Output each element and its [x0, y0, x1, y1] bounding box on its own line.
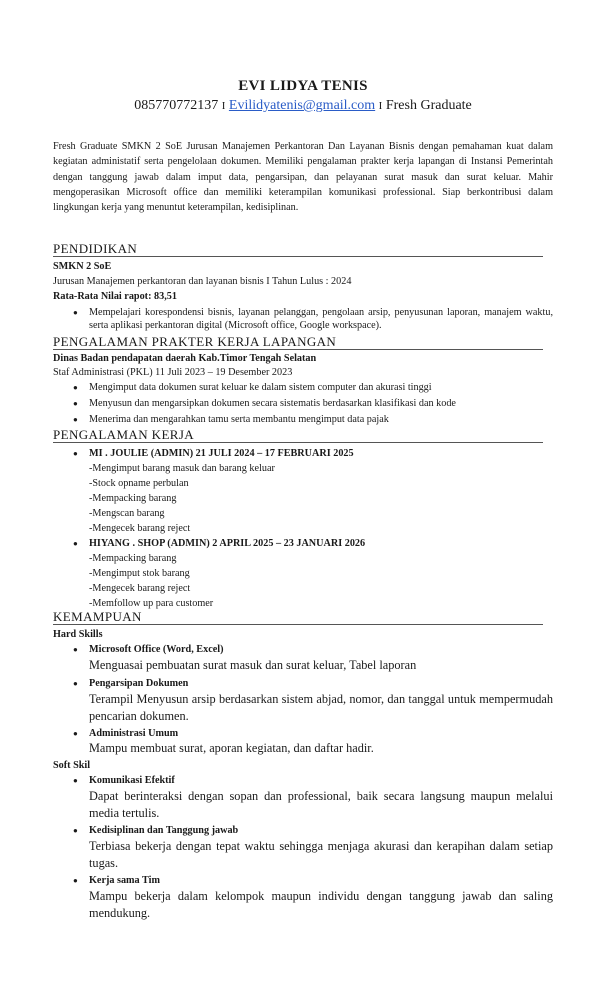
bullet-icon: ●: [73, 399, 78, 408]
bullet-icon: ●: [73, 449, 78, 458]
bullet-icon: ●: [73, 729, 78, 738]
bullet-icon: ●: [73, 383, 78, 392]
skill-description: Mampu bekerja dalam kelompok maupun individu dengan tanggung jawab dan saling mendukung.: [89, 889, 553, 920]
email-link[interactable]: Evilidyatenis@gmail.com: [228, 98, 376, 113]
hard-skills-title: Hard Skills: [53, 629, 103, 640]
skill-name: Kedisiplinan dan Tanggung jawab: [89, 825, 239, 836]
candidate-name: EVI LIDYA TENIS: [238, 78, 368, 94]
job-heading: HIYANG . SHOP (ADMIN) 2 APRIL 2025 – 23 JANUARI 2026: [89, 538, 366, 549]
pkl-bullet: Menerima dan mengarahkan tamu serta membantu mengimput data pajak: [89, 414, 389, 425]
job-task: -Stock opname perbulan: [89, 478, 189, 489]
skill-description: Terampil Menyusun arsip berdasarkan sistem abjad, nomor, dan tanggal untuk mempermudah pencarian dokumen.: [89, 692, 553, 723]
skill-name: Komunikasi Efektif: [89, 775, 175, 786]
job-task: -Mengscan barang: [89, 508, 165, 519]
gpa-line: Rata-Rata Nilai rapot: 83,51: [53, 291, 177, 302]
bullet-icon: ●: [73, 776, 78, 785]
pkl-role: Staf Administrasi (PKL) 11 Juli 2023 – 19 Desember 2023: [53, 367, 293, 378]
job-task: -Mengimput barang masuk dan barang keluar: [89, 463, 275, 474]
job-heading: MI . JOULIE (ADMIN) 21 JULI 2024 – 17 FEBRUARI 2025: [89, 448, 354, 459]
skill-description: Mampu membuat surat, aporan kegiatan, dan daftar hadir.: [89, 741, 374, 755]
section-title-skills: KEMAMPUAN: [53, 610, 543, 625]
separator: I: [221, 100, 226, 112]
skill-name: Kerja sama Tim: [89, 875, 160, 886]
school-name: SMKN 2 SoE: [53, 261, 112, 272]
skill-description: Menguasai pembuatan surat masuk dan surat keluar, Tabel laporan: [89, 658, 417, 672]
education-bullet: Mempelajari korespondensi bisnis, layanan pelanggan, pengolaan arsip, penyusunan laporan, manajem waktu, serta aplikasi perkantoran digital (Microsoft office, Google workspace).: [89, 307, 553, 331]
contact-line: [0, 98, 606, 114]
pkl-bullet: Mengimput data dokumen surat keluar ke dalam sistem computer dan akurasi tinggi: [89, 382, 432, 393]
pkl-organization: Dinas Badan pendapatan daerah Kab.Timor Tengah Selatan: [53, 353, 317, 364]
status-text: Fresh Graduate: [385, 98, 472, 113]
section-title-pkl: PENGALAMAN PRAKTER KERJA LAPANGAN: [53, 335, 543, 350]
bullet-icon: ●: [73, 826, 78, 835]
skill-name: Microsoft Office (Word, Excel): [89, 644, 224, 655]
pkl-bullet: Menyusun dan mengarsipkan dokumen secara sistematis berdasarkan klasifikasi dan kode: [89, 398, 456, 409]
summary-paragraph: Fresh Graduate SMKN 2 SoE Jurusan Manajemen Perkantoran Dan Layanan Bisnis dengan pemahaman kuat dalam kegiatan administatif serta pengelolaan dokumen. Memiliki pengalaman prakter kerja lapangan di Instansi Pemerintah dengan tanggung jawab dalam imput data, pengarsipan, dan pelayanan surat masuk dan surat keluar. Mahir mengoperasikan Microsoft office dan memiliki keterampilan komunikasi professional. Siap berkontribusi dalam lingkungan kerja yang menuntut keterampilan, kedisiplinan.: [53, 141, 553, 214]
major-line: Jurusan Manajemen perkantoran dan layanan bisnis I Tahun Lulus : 2024: [53, 276, 352, 287]
job-task: -Mempacking barang: [89, 493, 177, 504]
bullet-icon: ●: [73, 645, 78, 654]
skill-name: Administrasi Umum: [89, 728, 179, 739]
skill-name: Pengarsipan Dokumen: [89, 678, 189, 689]
skill-description: Terbiasa bekerja dengan tepat waktu sehingga menjaga akurasi dan kerapihan dalam setiap tugas.: [89, 839, 553, 870]
bullet-icon: ●: [73, 679, 78, 688]
skill-description: Dapat berinteraksi dengan sopan dan professional, baik secara langsung maupun melalui media tertulis.: [89, 789, 553, 820]
bullet-icon: ●: [73, 876, 78, 885]
section-title-work: PENGALAMAN KERJA: [53, 428, 543, 443]
bullet-icon: ●: [73, 308, 78, 317]
bullet-icon: ●: [73, 415, 78, 424]
separator: I: [378, 100, 383, 112]
job-task: -Memfollow up para customer: [89, 598, 214, 609]
bullet-icon: ●: [73, 539, 78, 548]
soft-skills-title: Soft Skil: [53, 760, 91, 771]
section-title-education: PENDIDIKAN: [53, 242, 543, 257]
job-task: -Mengecek barang reject: [89, 583, 191, 594]
phone-number: 085770772137: [134, 98, 219, 113]
job-task: -Mengimput stok barang: [89, 568, 190, 579]
job-task: -Mempacking barang: [89, 553, 177, 564]
job-task: -Mengecek barang reject: [89, 523, 191, 534]
